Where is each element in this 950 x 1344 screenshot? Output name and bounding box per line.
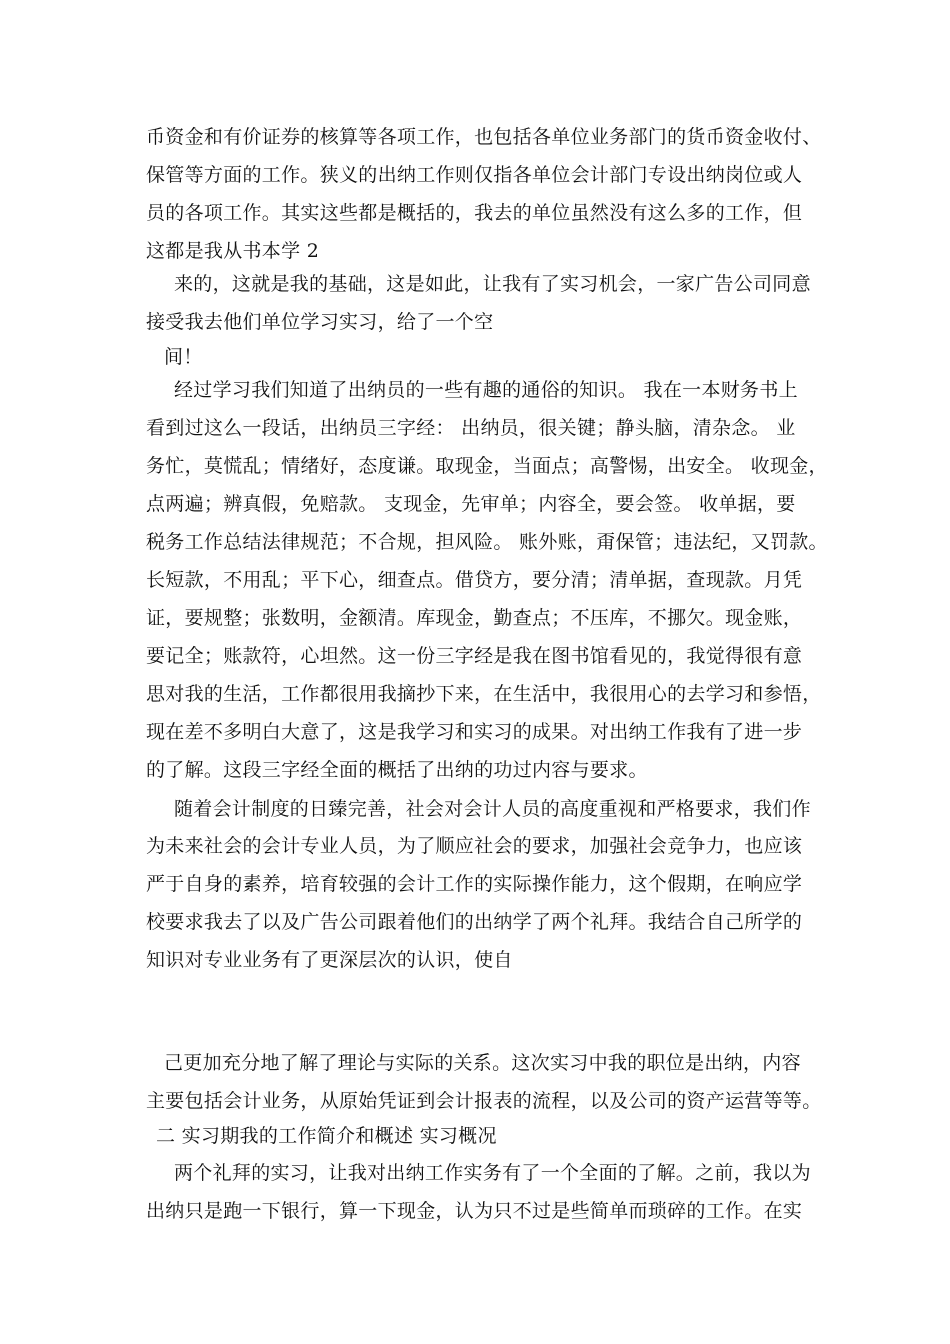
text-line: 接受我去他们单位学习实习，给了一个空 bbox=[146, 311, 494, 333]
text-line: 长短款，不用乱；平下心，细查点。借贷方，要分清；清单据，查现款。月凭 bbox=[146, 569, 803, 591]
text-line: 币资金和有价证券的核算等各项工作，也包括各单位业务部门的货币资金收付、 bbox=[146, 126, 822, 148]
text-line: 的了解。这段三字经全面的概括了出纳的功过内容与要求。 bbox=[146, 759, 648, 781]
text-line: 出纳只是跑一下银行，算一下现金，认为只不过是些简单而琐碎的工作。在实 bbox=[146, 1200, 803, 1222]
text-line: 知识对专业业务有了更深层次的认识，使自 bbox=[146, 949, 513, 971]
text-line: 两个礼拜的实习，让我对出纳工作实务有了一个全面的了解。之前，我以为 bbox=[174, 1162, 811, 1184]
text-line: 己更加充分地了解了理论与实际的关系。这次实习中我的职位是出纳，内容 bbox=[164, 1052, 801, 1074]
text-line: 严于自身的素养，培育较强的会计工作的实际操作能力，这个假期，在响应学 bbox=[146, 873, 803, 895]
text-line: 保管等方面的工作。狭义的出纳工作则仅指各单位会计部门专设出纳岗位或人 bbox=[146, 164, 803, 186]
text-line: 税务工作总结法律规范；不合规，担风险。 账外账，甭保管；违法纪，又罚款。 bbox=[146, 531, 828, 553]
text-line: 证，要规整；张数明，金额清。库现金，勤查点；不压库，不挪欠。现金账， bbox=[146, 607, 803, 629]
text-line: 要记全；账款符，心坦然。这一份三字经是我在图书馆看见的，我觉得很有意 bbox=[146, 645, 803, 667]
text-line: 点两遍；辨真假，免赔款。 支现金，先审单；内容全，要会签。 收单据，要 bbox=[146, 493, 796, 515]
section-heading: 二 实习期我的工作简介和概述 实习概况 bbox=[156, 1125, 497, 1147]
text-line: 间！ bbox=[164, 346, 203, 368]
text-line: 务忙，莫慌乱；情绪好，态度谦。取现金，当面点；高警惕，出安全。 收现金， bbox=[146, 455, 828, 477]
text-line: 随着会计制度的日臻完善，社会对会计人员的高度重视和严格要求，我们作 bbox=[174, 798, 811, 820]
text-line: 这都是我从书本学 2 bbox=[146, 240, 320, 262]
text-line: 现在差不多明白大意了，这是我学习和实习的成果。对出纳工作我有了进一步 bbox=[146, 721, 803, 743]
text-line: 校要求我去了以及广告公司跟着他们的出纳学了两个礼拜。我结合自己所学的 bbox=[146, 911, 803, 933]
text-line: 来的，这就是我的基础，这是如此，让我有了实习机会，一家广告公司同意 bbox=[174, 273, 811, 295]
text-line: 看到过这么一段话，出纳员三字经： 出纳员，很关键；静头脑，清杂念。 业 bbox=[146, 417, 796, 439]
text-line: 主要包括会计业务，从原始凭证到会计报表的流程，以及公司的资产运营等等。 bbox=[146, 1090, 822, 1112]
text-line: 为未来社会的会计专业人员，为了顺应社会的要求，加强社会竞争力，也应该 bbox=[146, 835, 803, 857]
text-line: 思对我的生活，工作都很用我摘抄下来，在生活中，我很用心的去学习和参悟， bbox=[146, 683, 822, 705]
text-line: 经过学习我们知道了出纳员的一些有趣的通俗的知识。 我在一本财务书上 bbox=[174, 379, 798, 401]
text-line: 员的各项工作。其实这些都是概括的，我去的单位虽然没有这么多的工作，但 bbox=[146, 202, 803, 224]
